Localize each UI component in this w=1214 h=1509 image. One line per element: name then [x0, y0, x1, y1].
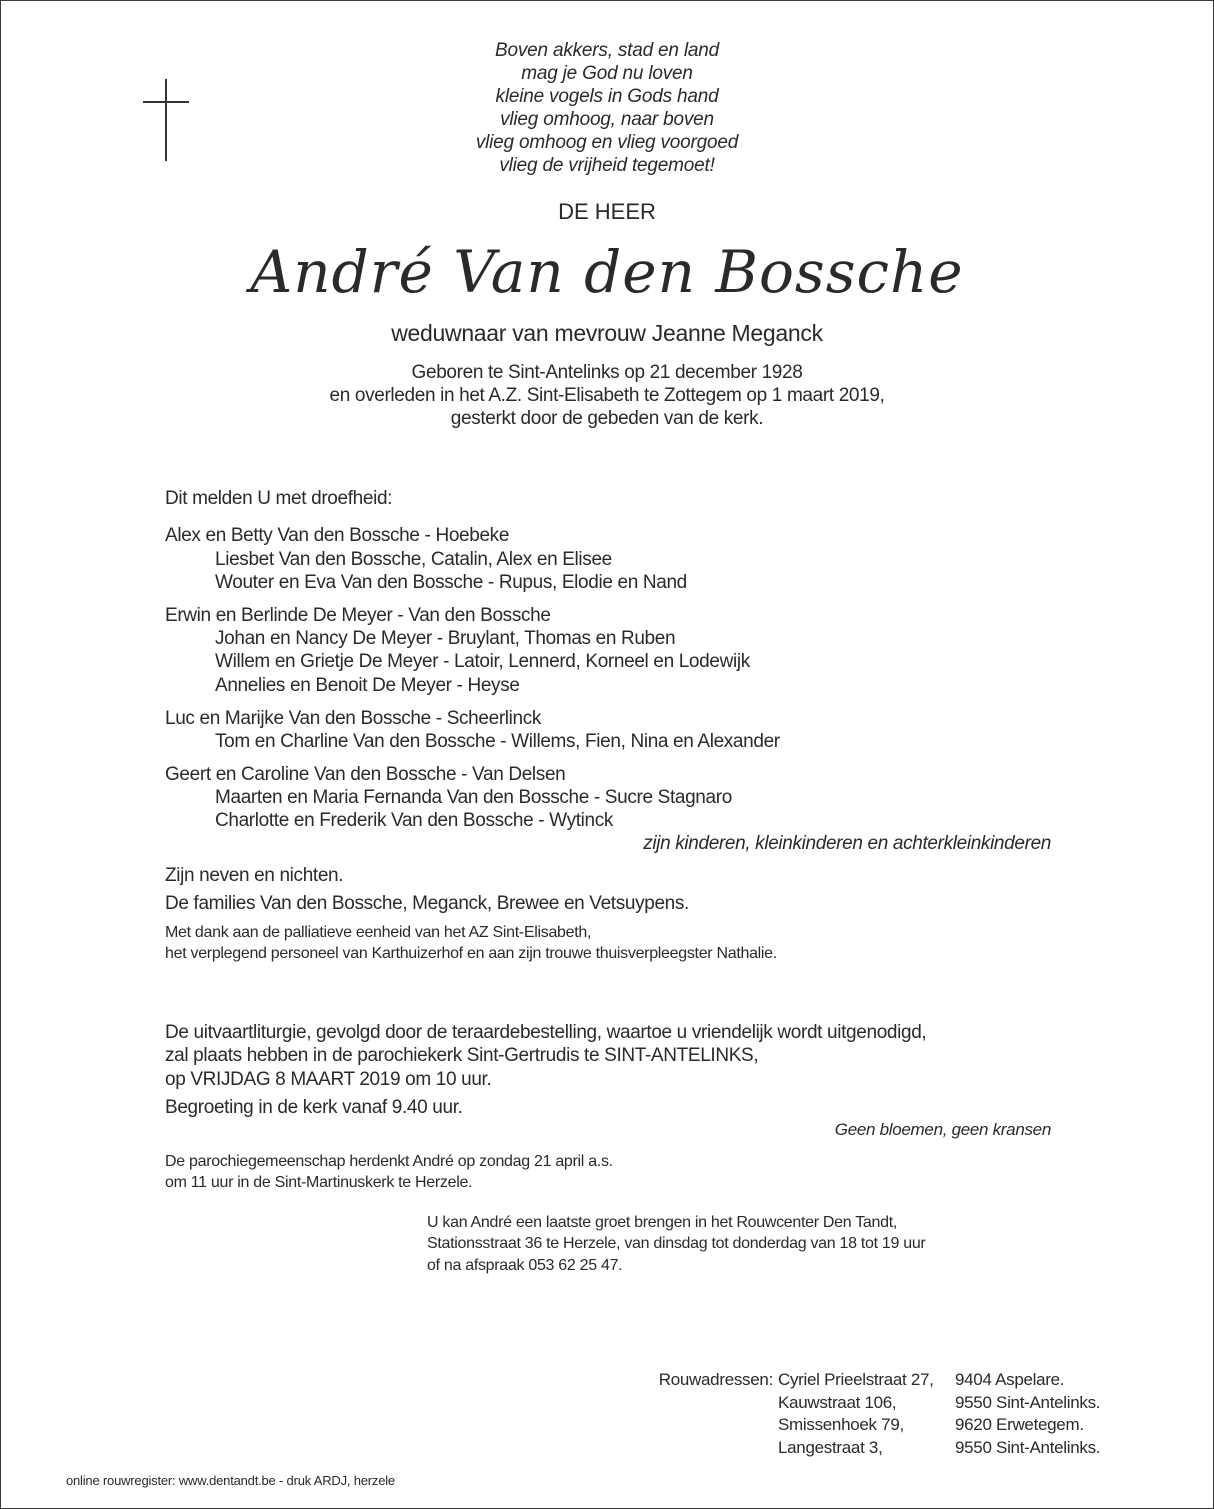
address-city: 9550 Sint-Antelinks.	[955, 1438, 1101, 1457]
address-city: 9620 Erwetegem.	[955, 1415, 1084, 1434]
family-child: Johan en Nancy De Meyer - Bruylant, Thomas en Ruben	[215, 628, 676, 649]
family-head: Erwin en Berlinde De Meyer - Van den Bossche	[165, 605, 551, 626]
parish-line: De parochiegemeenschap herdenkt André op zondag 21 april a.s.	[165, 1153, 613, 1170]
family-head: Geert en Caroline Van den Bossche - Van Delsen	[165, 764, 566, 785]
funeral-line: De uitvaartliturgie, gevolgd door de teraardebestelling, waartoe u vriendelijk wordt uitgenodigd,	[165, 1022, 927, 1043]
poem-line: kleine vogels in Gods hand	[495, 86, 719, 107]
relation: zijn kinderen, kleinkinderen en achterkleinkinderen	[643, 833, 1051, 854]
poem-line: vlieg omhoog, naar boven	[500, 109, 714, 130]
funeral-line: zal plaats hebben in de parochiekerk Sint-Gertrudis te SINT-ANTELINKS,	[165, 1045, 759, 1066]
family-child: Tom en Charline Van den Bossche - Willems, Fien, Nina en Alexander	[215, 731, 780, 752]
birth-line: Geboren te Sint-Antelinks op 21 december 1928	[411, 362, 803, 383]
address-city: 9550 Sint-Antelinks.	[955, 1393, 1101, 1412]
thanks-line: Met dank aan de palliatieve eenheid van het AZ Sint-Elisabeth,	[165, 924, 592, 941]
announce: Dit melden U met droefheid:	[165, 488, 393, 509]
family-child: Willem en Grietje De Meyer - Latoir, Lennerd, Korneel en Lodewijk	[215, 651, 750, 672]
visit-line: of na afspraak 053 62 25 47.	[427, 1257, 623, 1274]
footer: online rouwregister: www.dentandt.be - druk ARDJ, herzele	[66, 1473, 395, 1488]
address-street: Smissenhoek 79,	[778, 1415, 904, 1434]
visit-line: Stationsstraat 36 te Herzele, van dinsdag tot donderdag van 18 tot 19 uur	[427, 1235, 926, 1252]
poem-line: mag je God nu loven	[521, 63, 693, 84]
addresses-label: Rouwadressen:	[658, 1370, 773, 1389]
birth-line: en overleden in het A.Z. Sint-Elisabeth te Zottegem op 1 maart 2019,	[329, 385, 885, 406]
families-line: De families Van den Bossche, Meganck, Brewee en Vetsuypens.	[165, 893, 689, 914]
poem-line: vlieg omhoog en vlieg voorgoed	[475, 132, 739, 153]
nephews: Zijn neven en nichten.	[165, 865, 344, 886]
family-head: Luc en Marijke Van den Bossche - Scheerlinck	[165, 708, 542, 729]
address-street: Cyriel Prieelstraat 27,	[778, 1370, 934, 1389]
deceased-name: André Van den Bossche	[250, 238, 964, 306]
family-child: Charlotte en Frederik Van den Bossche - Wytinck	[215, 810, 614, 831]
address-street: Langestraat 3,	[778, 1438, 883, 1457]
poem-line: vlieg de vrijheid tegemoet!	[499, 155, 715, 176]
family-child: Annelies en Benoit De Meyer - Heyse	[215, 675, 520, 696]
greeting: Begroeting in de kerk vanaf 9.40 uur.	[165, 1097, 463, 1118]
no-flowers: Geen bloemen, geen kransen	[834, 1120, 1051, 1139]
address-city: 9404 Aspelare.	[955, 1370, 1065, 1389]
thanks-line: het verplegend personeel van Karthuizerhof en aan zijn trouwe thuisverpleegster Nathalie.	[165, 945, 777, 962]
family-head: Alex en Betty Van den Bossche - Hoebeke	[165, 525, 510, 546]
funeral-line: op VRIJDAG 8 MAART 2019 om 10 uur.	[165, 1069, 492, 1090]
title: DE HEER	[558, 199, 656, 224]
poem-line: Boven akkers, stad en land	[495, 40, 719, 61]
subtitle: weduwnaar van mevrouw Jeanne Meganck	[391, 320, 823, 346]
birth-line: gesterkt door de gebeden van de kerk.	[450, 408, 764, 429]
visit-line: U kan André een laatste groet brengen in het Rouwcenter Den Tandt,	[427, 1214, 898, 1231]
family-child: Wouter en Eva Van den Bossche - Rupus, Elodie en Nand	[215, 572, 687, 593]
family-child: Liesbet Van den Bossche, Catalin, Alex en Elisee	[215, 549, 612, 570]
address-street: Kauwstraat 106,	[778, 1393, 897, 1412]
parish-line: om 11 uur in de Sint-Martinuskerk te Herzele.	[165, 1174, 473, 1191]
family-child: Maarten en Maria Fernanda Van den Bossche - Sucre Stagnaro	[215, 787, 732, 808]
